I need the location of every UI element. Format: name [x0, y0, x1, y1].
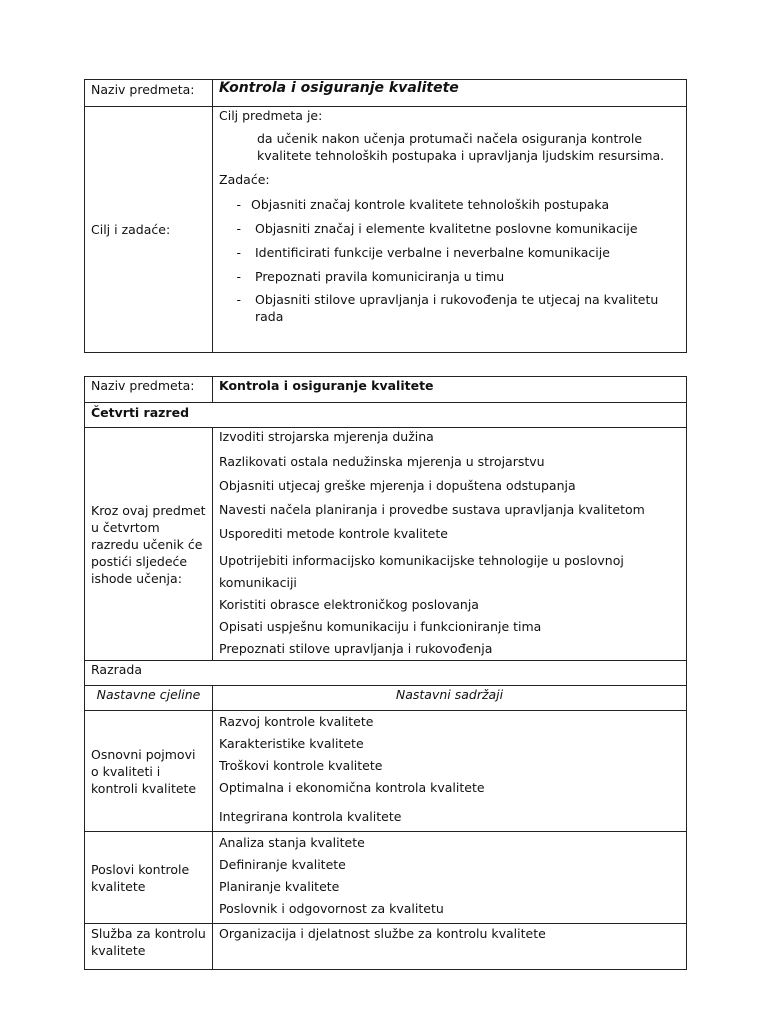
subject-goal-table	[84, 79, 687, 353]
list-item: Razlikovati ostala nedužinska mjerenja u strojarstvu	[219, 454, 545, 469]
task-text: Objasniti značaj kontrole kvalitete tehnoloških postupaka	[251, 196, 610, 212]
goal-label: Cilj i zadaće:	[85, 107, 213, 352]
list-item: Opisati uspješnu komunikaciju i funkcioniranje tima	[219, 619, 542, 634]
dash-bullet: -	[236, 292, 241, 307]
dash-bullet: -	[236, 244, 241, 260]
razrada-row	[85, 660, 686, 685]
unit-row	[85, 710, 686, 831]
outcomes-table	[84, 376, 687, 970]
goal-content	[213, 107, 686, 352]
unit-contents	[213, 924, 686, 969]
contents-column-header: Nastavni sadržaji	[395, 687, 504, 702]
goal-text: da učenik nakon učenja protumači načela osiguranja kontrole kvalitete tehnoloških postupaka i upravljanja ljudskim resursima.	[257, 131, 665, 163]
list-item: Optimalna i ekonomična kontrola kvalitete	[219, 780, 485, 795]
grade-row	[85, 402, 686, 427]
list-item: Analiza stanja kvalitete	[219, 835, 365, 850]
outcomes-row	[85, 427, 686, 660]
unit-name: Služba za kontrolu kvalitete	[85, 924, 213, 969]
unit-contents	[213, 832, 686, 923]
outcomes-label: Kroz ovaj predmet u četvrtom razredu učenik će postići sljedeće ishode učenja:	[85, 428, 213, 660]
subject-name-label: Naziv predmeta:	[85, 377, 213, 402]
list-item	[219, 240, 680, 264]
list-item: Usporediti metode kontrole kvalitete	[219, 526, 448, 541]
tasks-list	[219, 192, 680, 325]
columns-header-row	[85, 685, 686, 710]
list-item: Prepoznati stilove upravljanja i rukovođenja	[219, 641, 493, 656]
list-item: Troškovi kontrole kvalitete	[219, 758, 383, 773]
task-text: Prepoznati pravila komuniciranja u timu	[255, 268, 505, 284]
task-text: Objasniti stilove upravljanja i rukovođenja te utjecaj na kvalitetu rada	[255, 292, 659, 324]
dash-bullet: -	[236, 220, 241, 236]
outcomes-list	[213, 428, 686, 660]
dash-bullet: -	[236, 268, 241, 284]
task-text: Objasniti značaj i elemente kvalitetne poslovne komunikacije	[255, 220, 638, 236]
list-item: Razvoj kontrole kvalitete	[219, 714, 374, 729]
list-item	[219, 216, 680, 240]
list-item: Izvoditi strojarska mjerenja dužina	[219, 429, 434, 444]
unit-name: Osnovni pojmovi o kvaliteti i kontroli kvalitete	[85, 711, 213, 831]
unit-contents	[213, 711, 686, 831]
list-item: Objasniti utjecaj greške mjerenja i dopuštena odstupanja	[219, 478, 576, 493]
list-item	[219, 192, 680, 216]
list-item: Koristiti obrasce elektroničkog poslovanja	[219, 597, 479, 612]
unit-name: Poslovi kontrole kvalitete	[85, 832, 213, 923]
subject-name-row	[85, 80, 686, 106]
goal-intro: Cilj predmeta je:	[219, 108, 323, 123]
dash-bullet: -	[236, 196, 241, 212]
list-item	[219, 291, 680, 325]
units-column-header: Nastavne cjeline	[85, 686, 213, 710]
list-item: Definiranje kvalitete	[219, 857, 346, 872]
grade-title: Četvrti razred	[91, 405, 190, 420]
subject-name-value: Kontrola i osiguranje kvalitete	[219, 80, 459, 96]
task-text: Identificirati funkcije verbalne i neverbalne komunikacije	[255, 244, 610, 260]
list-item: Integrirana kontrola kvalitete	[219, 809, 402, 824]
list-item: Poslovnik i odgovornost za kvalitetu	[219, 901, 444, 916]
goal-row	[85, 106, 686, 352]
list-item: Planiranje kvalitete	[219, 879, 340, 894]
subject-name-label: Naziv predmeta:	[85, 80, 213, 106]
list-item: Organizacija i djelatnost službe za kontrolu kvalitete	[219, 926, 546, 941]
list-item: Karakteristike kvalitete	[219, 736, 364, 751]
subject-name-row	[85, 377, 686, 402]
list-item	[219, 264, 680, 288]
unit-row	[85, 923, 686, 969]
unit-row	[85, 831, 686, 923]
tasks-label: Zadaće:	[219, 172, 270, 187]
razrada-title: Razrada	[91, 662, 143, 677]
list-item: Upotrijebiti informacijsko komunikacijske tehnologije u poslovnoj komunikaciji	[219, 553, 624, 590]
subject-name-value: Kontrola i osiguranje kvalitete	[219, 378, 434, 393]
list-item: Navesti načela planiranja i provedbe sustava upravljanja kvalitetom	[219, 502, 645, 517]
